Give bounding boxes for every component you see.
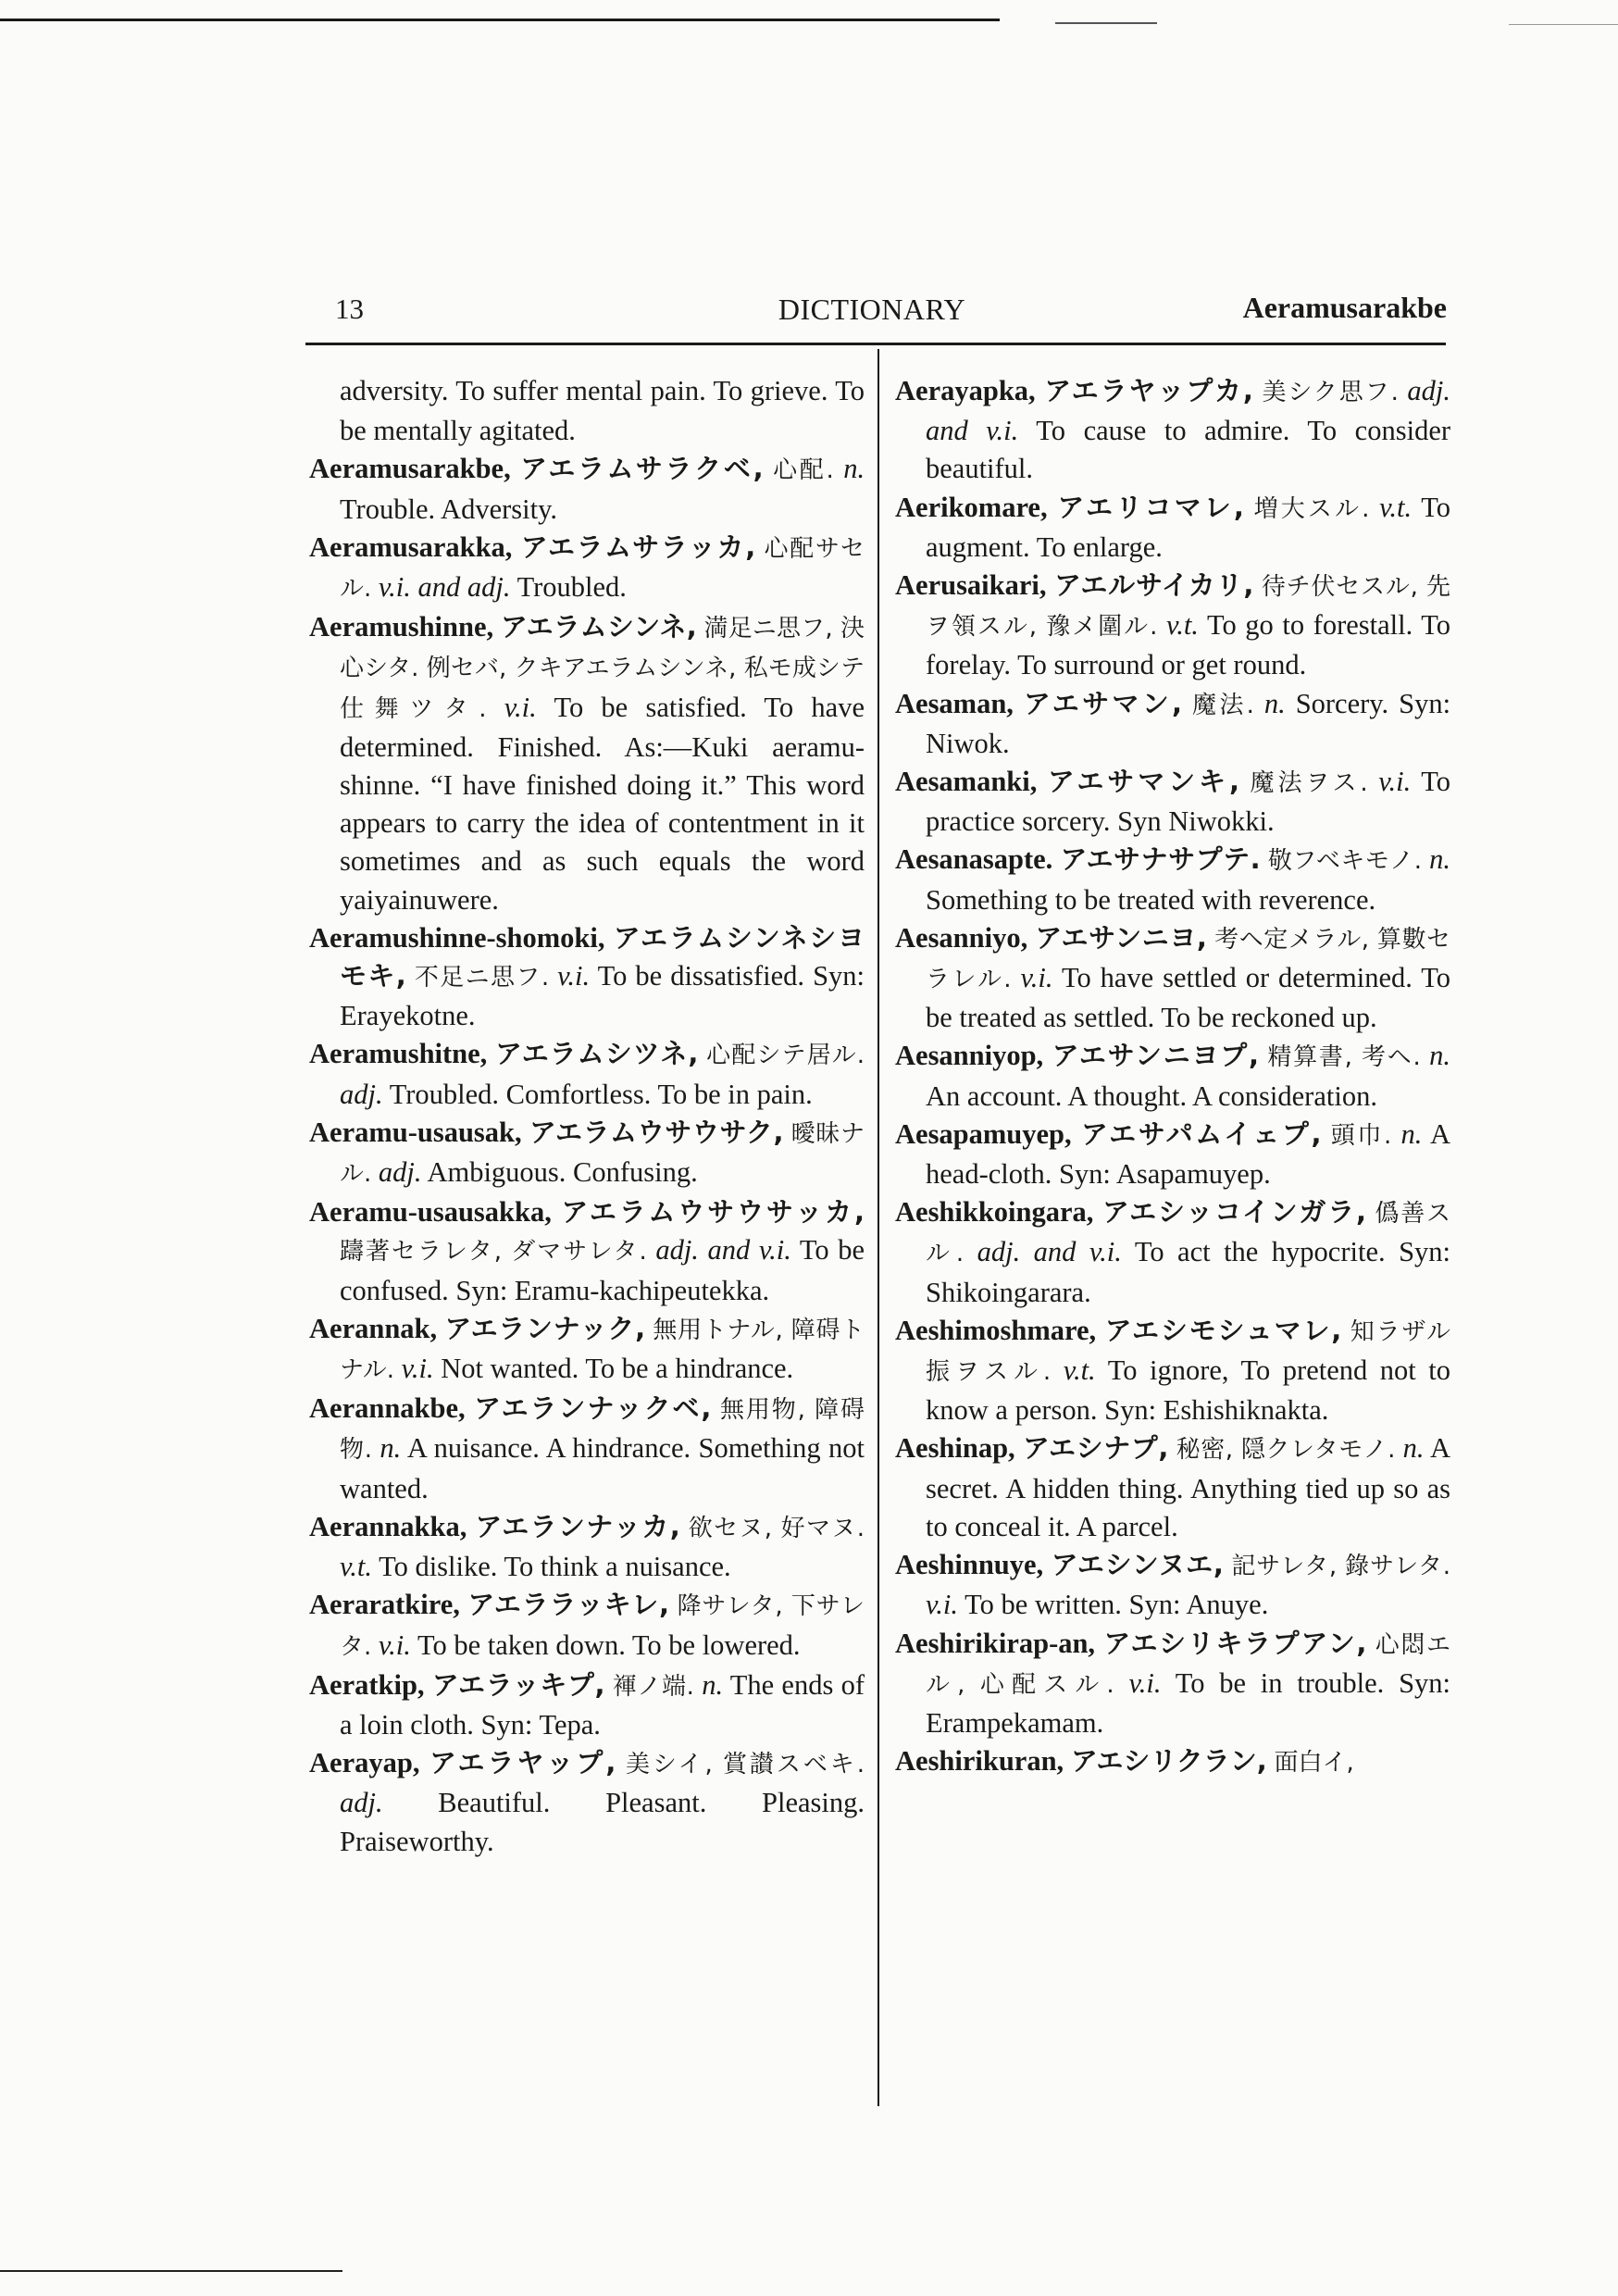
entry-headword: Aerayapka, <box>895 375 1036 406</box>
right-column <box>895 372 1450 1782</box>
entry-kana: アエサマン, <box>1023 687 1183 719</box>
dictionary-entry <box>895 567 1450 685</box>
entry-headword: Aeshinnuye, <box>895 1549 1044 1581</box>
entry-part-of-speech: v.i. <box>926 1589 958 1621</box>
entry-kanji: 僞善スル. <box>926 1200 1451 1268</box>
entry-kanji: 精算書, 考ヘ. <box>1267 1043 1421 1072</box>
entry-kanji: 秘密, 隠クレタモノ. <box>1176 1436 1396 1465</box>
entry-kanji: 不足ニ思フ. <box>414 964 550 992</box>
header-rule <box>305 343 1446 345</box>
entry-definition: Troubled. Comfortless. To be in pain. <box>389 1078 813 1110</box>
entry-kana: アエララッキレ, <box>467 1589 670 1621</box>
entry-kanji: 心配. <box>773 456 834 485</box>
entry-part-of-speech: v.t. <box>1063 1354 1096 1387</box>
dictionary-entry <box>309 529 865 608</box>
scan-top-rule <box>1509 24 1618 25</box>
dictionary-entry <box>309 450 865 528</box>
dictionary-entry <box>895 919 1450 1038</box>
entry-kana: アエシナプ, <box>1022 1432 1169 1465</box>
entry-kanji: 美シイ, 賞讃スベキ. <box>625 1751 865 1779</box>
entry-definition: To practice sorcery. Syn Niwokki. <box>926 766 1451 838</box>
entry-part-of-speech: v.i. <box>401 1353 434 1385</box>
entry-kanji: 待チ伏セスル, 先ヲ領スル, 豫メ圍ル. <box>926 573 1451 642</box>
entry-kanji: 魔法ヲス. <box>1250 769 1368 798</box>
entry-part-of-speech: adj. and v.i. <box>977 1236 1122 1268</box>
guide-word: Aeramusarakbe <box>1242 291 1447 324</box>
entry-headword: Aesanniyop, <box>895 1040 1044 1072</box>
entry-part-of-speech: v.t. <box>340 1551 372 1583</box>
entry-headword: Aerannak, <box>309 1312 438 1344</box>
dictionary-entry <box>895 1546 1450 1624</box>
entry-kana: アエラムサラクベ, <box>520 453 764 485</box>
dictionary-entry <box>895 1742 1450 1782</box>
entry-part-of-speech: n. <box>1429 843 1451 876</box>
entry-kanji: 記サレタ, 錄サレタ. <box>1231 1553 1450 1581</box>
entry-kanji: 敬フベキモノ. <box>1267 847 1422 876</box>
entry-headword: Aeshimoshmare, <box>895 1314 1097 1346</box>
entry-kanji: 躊著セラレタ, ダマサレタ. <box>340 1238 647 1267</box>
entry-kana: アエシンヌエ, <box>1051 1549 1224 1581</box>
page-number: 13 <box>335 293 364 325</box>
dictionary-entry <box>895 1429 1450 1546</box>
entry-headword: Aesapamuyep, <box>895 1117 1072 1150</box>
dictionary-entry <box>895 841 1450 918</box>
scan-bottom-rule <box>0 2270 342 2272</box>
entry-kanji: 心配サセル. <box>340 534 865 604</box>
scan-top-rule <box>1055 22 1157 24</box>
entry-definition: To dislike. To think a nuisance. <box>379 1551 731 1583</box>
entry-kana: アエラムシンネシヨモキ, <box>340 921 865 992</box>
entry-part-of-speech: n. <box>1400 1117 1423 1150</box>
entry-headword: Aerannakbe, <box>309 1392 466 1425</box>
entry-part-of-speech: adj. and v.i. <box>655 1234 791 1267</box>
entry-part-of-speech: v.i. <box>504 691 537 723</box>
entry-definition: Something to be treated with reverence. <box>926 883 1376 916</box>
entry-kana: アエラムウサウサッカ, <box>561 1196 865 1229</box>
dictionary-entry <box>895 1193 1450 1312</box>
entry-kanji: 褌ノ端. <box>612 1672 694 1701</box>
entry-headword: Aeramushinne-shomoki, <box>309 921 605 954</box>
entry-headword: Aeshinap, <box>895 1432 1015 1465</box>
entry-kanji: 増大スル. <box>1253 494 1370 523</box>
entry-kana: アエサンニヨプ, <box>1052 1040 1259 1072</box>
entry-part-of-speech: adj. <box>340 1078 383 1110</box>
entry-kana: アエリコマレ, <box>1057 491 1244 523</box>
dictionary-entry <box>895 1037 1450 1115</box>
entry-definition: A head-cloth. Syn: Asapamuyep. <box>926 1117 1451 1191</box>
entry-part-of-speech: v.i. <box>1020 962 1053 994</box>
dictionary-entry <box>309 1390 865 1508</box>
entry-kana: アエラヤップ, <box>429 1747 616 1779</box>
entry-part-of-speech: v.t. <box>1165 609 1199 642</box>
entry-part-of-speech: v.i. <box>557 960 591 992</box>
dictionary-entry <box>309 372 865 450</box>
entry-definition: A nuisance. A hindrance. Something not wanted. <box>340 1432 865 1504</box>
entry-headword: Aeshirikirap-an, <box>895 1627 1096 1659</box>
entry-kanji: 曖昧ナル. <box>340 1119 865 1189</box>
entry-kana: アエルサイカリ, <box>1053 569 1254 602</box>
dictionary-entry <box>309 1666 865 1744</box>
page-header <box>0 287 1618 333</box>
entry-kanji: 降サレタ, 下サレタ. <box>340 1592 865 1661</box>
entry-definition: adversity. To suffer mental pain. To grieve. To be mentally agitated. <box>340 375 865 447</box>
entry-headword: Aerannakka, <box>309 1510 467 1542</box>
entry-headword: Aeshirikuran, <box>895 1745 1064 1778</box>
entry-kana: アエサマンキ, <box>1047 766 1239 798</box>
entry-kana: アエラッキプ, <box>431 1668 605 1701</box>
running-title-text: DICTIONARY <box>778 293 966 326</box>
dictionary-entry <box>895 1625 1450 1743</box>
entry-definition: To augment. To enlarge. <box>926 491 1451 563</box>
dictionary-entry <box>309 1586 865 1666</box>
entry-part-of-speech: n. <box>843 453 865 485</box>
entry-headword: Aeramusarakbe, <box>309 453 511 485</box>
column-divider <box>877 349 879 2106</box>
entry-definition: Trouble. Adversity. <box>340 493 557 525</box>
entry-definition: Beautiful. Pleasant. Pleasing. Praiseworthy. <box>340 1787 865 1857</box>
entry-part-of-speech: adj. and v.i. <box>926 375 1450 447</box>
entry-part-of-speech: v.i. <box>1128 1666 1162 1699</box>
entry-definition: To be in trouble. Syn: Erampekamam. <box>926 1666 1451 1739</box>
entry-headword: Aeraratkire, <box>309 1589 460 1621</box>
entry-kana: アエラムシツネ, <box>495 1038 699 1070</box>
dictionary-entry <box>309 1508 865 1586</box>
dictionary-entry <box>309 1035 865 1113</box>
entry-kanji: 無用物, 障碍物. <box>340 1396 865 1465</box>
dictionary-entry <box>895 763 1450 841</box>
entry-definition: To cause to admire. To consider beautiful. <box>926 415 1451 485</box>
dictionary-entry <box>895 372 1450 489</box>
entry-headword: Aerusaikari, <box>895 569 1047 602</box>
entry-part-of-speech: v.t. <box>1379 491 1413 523</box>
entry-part-of-speech: n. <box>702 1668 724 1701</box>
entry-definition: To be taken down. To be lowered. <box>417 1628 801 1661</box>
entry-kana: アエサパムイェプ, <box>1080 1117 1322 1150</box>
entry-kana: アエシリクラン, <box>1070 1745 1267 1778</box>
entry-kana: アエサンニヨ, <box>1035 921 1207 954</box>
entry-kanji: 心悶エル, 心配スル. <box>926 1630 1450 1699</box>
entry-definition: Sorcery. Syn: Niwok. <box>926 687 1451 759</box>
entry-part-of-speech: v.i. and adj. <box>378 571 511 604</box>
scan-top-rule <box>0 19 1000 21</box>
entry-part-of-speech: adj. <box>378 1156 422 1189</box>
left-column <box>309 372 865 1861</box>
dictionary-entry <box>895 685 1450 763</box>
entry-kanji: 心配シテ居ル. <box>706 1042 865 1070</box>
entry-part-of-speech: n. <box>1402 1432 1425 1465</box>
entry-part-of-speech: v.i. <box>1378 766 1412 798</box>
entry-definition: To be satisfied. To have determined. Finished. As:—Kuki aeramu-shinne. “I have finished doing it.” This word appears to carry the idea of contentment in it sometimes and as such equals the word yaiyainuwere. <box>340 691 865 916</box>
entry-definition: Troubled. <box>517 571 627 604</box>
dictionary-entry <box>309 1744 865 1861</box>
entry-kanji: 満足ニ思フ, 決心シタ. 例セバ, クキアエラムシンネ, 私モ成シテ仕舞ツタ. <box>340 615 865 723</box>
entry-definition: To go to forestall. To forelay. To surround or get round. <box>926 609 1451 681</box>
entry-definition: Ambiguous. Confusing. <box>427 1156 698 1189</box>
entry-kanji: 考ヘ定メラル, 算數セラレル. <box>926 925 1451 994</box>
entry-kana: アエラムサラッカ, <box>520 530 756 563</box>
entry-definition: To act the hypocrite. Syn: Shikoingarara. <box>926 1236 1451 1308</box>
dictionary-entry <box>309 608 865 919</box>
dictionary-entry <box>309 1114 865 1193</box>
entry-definition: The ends of a loin cloth. Syn: Tepa. <box>340 1668 865 1741</box>
entry-kanji: 知ラザル振ヲスル. <box>926 1317 1451 1387</box>
entry-kana: アエランナッカ, <box>475 1510 680 1542</box>
entry-part-of-speech: adj. <box>340 1787 383 1819</box>
entry-definition: To have settled or determined. To be treated as settled. To be reckoned up. <box>926 962 1451 1034</box>
entry-headword: Aerikomare, <box>895 491 1048 523</box>
dictionary-entry <box>895 1312 1450 1430</box>
entry-kanji: 魔法. <box>1192 691 1254 719</box>
entry-headword: Aesanasapte. <box>895 843 1053 876</box>
entry-headword: Aesamanki, <box>895 766 1038 798</box>
entry-kana: アエラヤップカ, <box>1044 375 1253 406</box>
entry-headword: Aeramu-usausakka, <box>309 1196 552 1229</box>
entry-kana: アエシリキラプアン, <box>1103 1627 1367 1659</box>
entry-headword: Aeratkip, <box>309 1668 425 1701</box>
entry-definition: An account. A thought. A consideration. <box>926 1079 1377 1112</box>
dictionary-entry <box>309 1193 865 1310</box>
entry-part-of-speech: n. <box>380 1432 402 1465</box>
entry-headword: Aeramu-usausak, <box>309 1116 522 1148</box>
entry-definition: To be dissatisfied. Syn: Erayekotne. <box>340 960 865 1032</box>
entry-kanji: 面白イ, <box>1274 1749 1354 1778</box>
entry-kanji: 美シク思フ. <box>1262 379 1399 406</box>
dictionary-entry <box>309 919 865 1036</box>
entry-kana: アエサナサプテ. <box>1060 843 1261 876</box>
entry-part-of-speech: v.i. <box>378 1628 411 1661</box>
entry-definition: Not wanted. To be a hindrance. <box>441 1353 794 1385</box>
entry-definition: To be written. Syn: Anuye. <box>965 1589 1269 1621</box>
entry-headword: Aeramushinne, <box>309 611 494 643</box>
entry-part-of-speech: n. <box>1263 687 1286 719</box>
dictionary-entry <box>895 489 1450 567</box>
entry-kana: アエラムウサウサク, <box>529 1116 784 1148</box>
entry-kana: アエランナックベ, <box>474 1392 712 1425</box>
dictionary-entry <box>309 1310 865 1390</box>
entry-definition: To ignore, To pretend not to know a person. Syn: Eshishiknakta. <box>926 1354 1451 1427</box>
entry-kana: アエシモシュマレ, <box>1104 1314 1342 1346</box>
entry-kana: アエランナック, <box>444 1312 646 1344</box>
entry-kanji: 頭巾. <box>1330 1121 1392 1150</box>
entry-part-of-speech: n. <box>1429 1040 1451 1072</box>
entry-headword: Aeshikkoingara, <box>895 1196 1094 1229</box>
entry-kanji: 無用トナル, 障碍トナル. <box>340 1316 865 1385</box>
entry-headword: Aeramusarakka, <box>309 530 513 563</box>
entry-kanji: 欲セヌ, 好マヌ. <box>688 1514 865 1542</box>
entry-headword: Aesaman, <box>895 687 1014 719</box>
entry-headword: Aerayap, <box>309 1747 420 1779</box>
entry-kana: アエシッコインガラ, <box>1101 1196 1367 1229</box>
entry-headword: Aesanniyo, <box>895 921 1028 954</box>
entry-definition: To be confused. Syn: Eramu-kachipeutekka. <box>340 1234 865 1306</box>
entry-definition: A secret. A hidden thing. Anything tied up so as to conceal it. A parcel. <box>926 1432 1451 1542</box>
entry-headword: Aeramushitne, <box>309 1038 488 1070</box>
dictionary-entry <box>895 1116 1450 1193</box>
entry-kana: アエラムシンネ, <box>500 611 697 643</box>
